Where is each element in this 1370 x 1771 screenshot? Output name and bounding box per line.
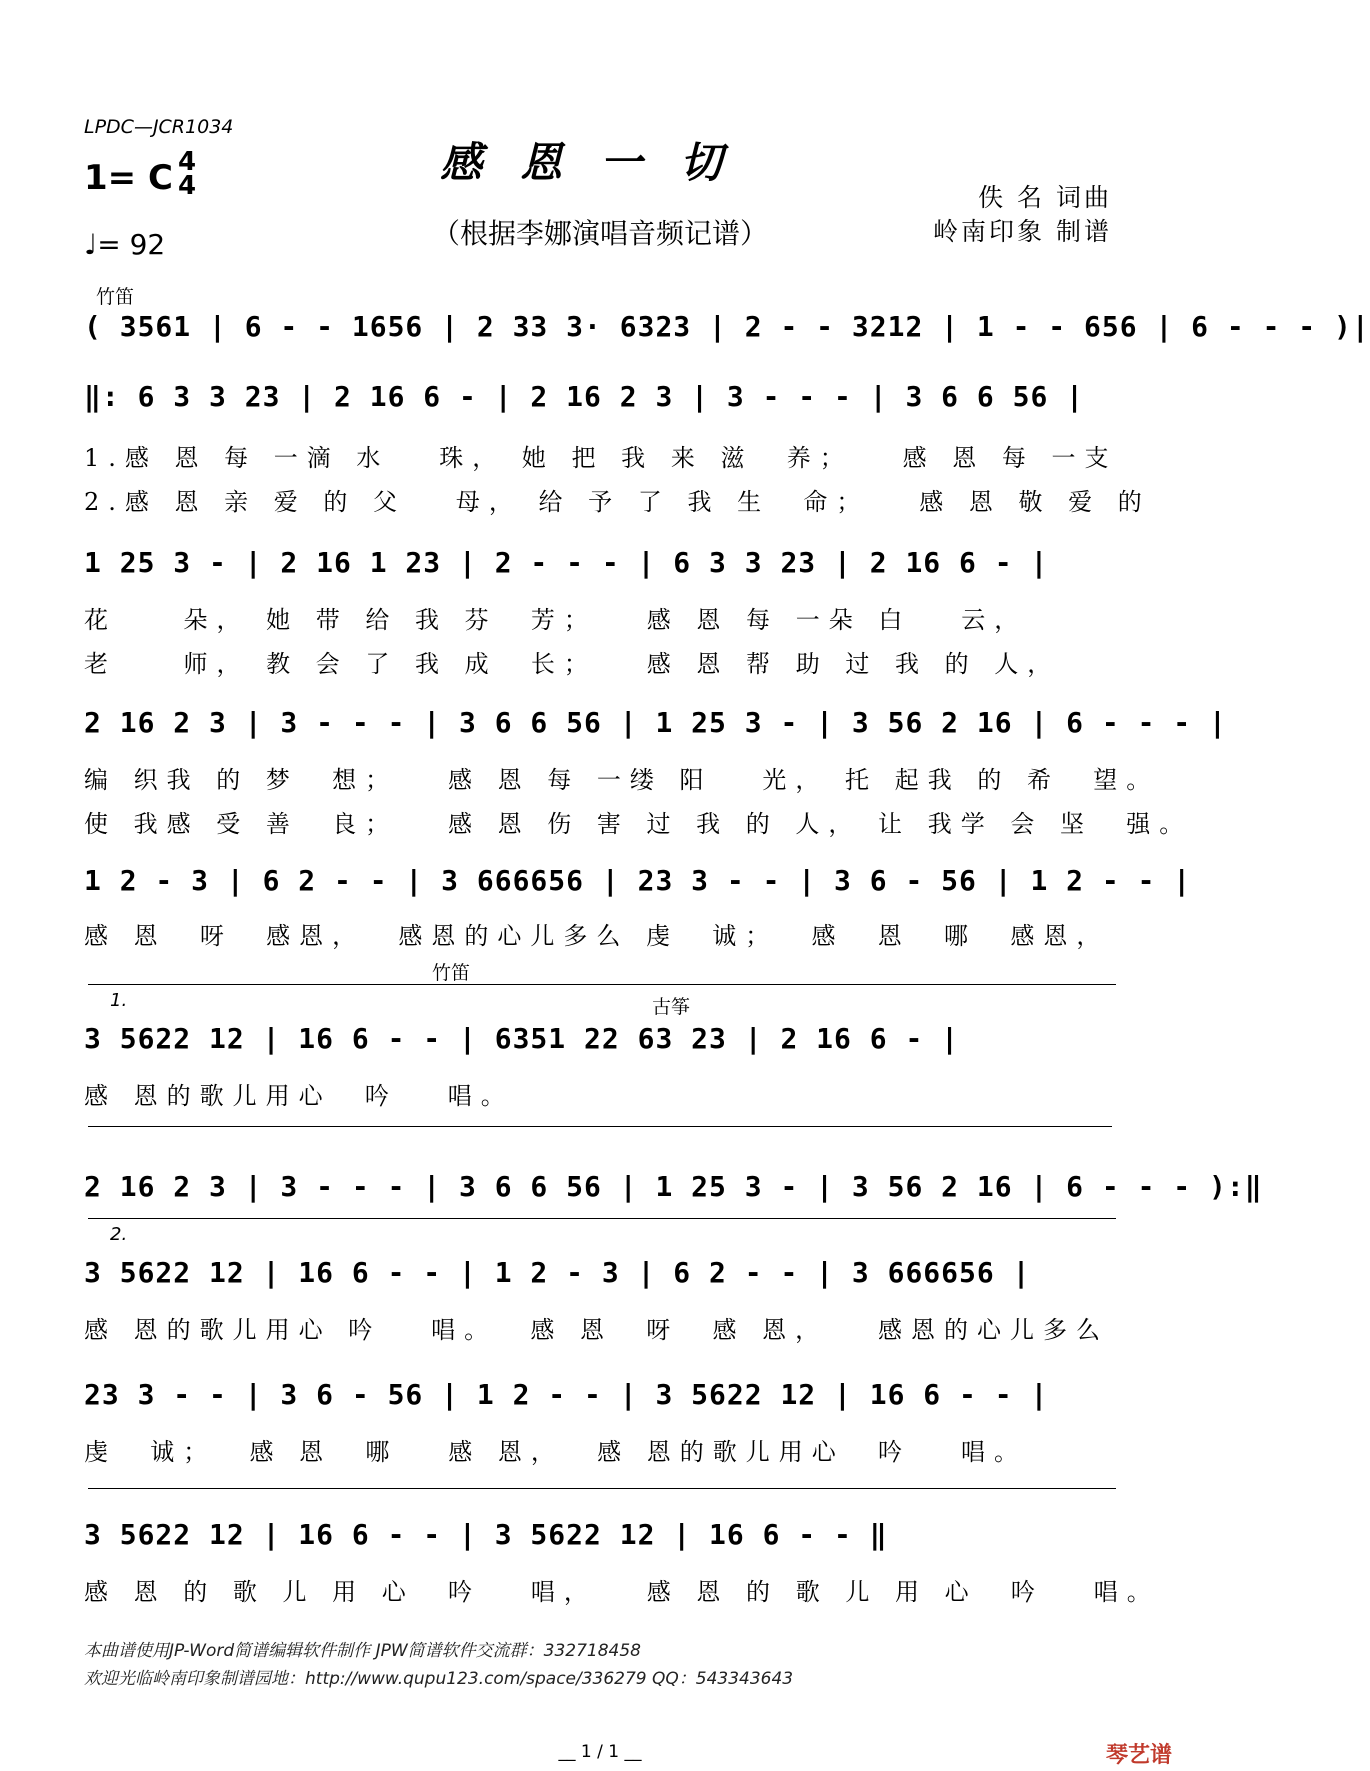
score-code: LPDC—JCR1034 [84,116,234,138]
volta-bracket [88,1126,1112,1127]
notation-line: ( 3561 | 6 - - 1656 | 2 33 3· 6323 | 2 - - 3212 | 1 - - 656 | 6 - - - )| [84,310,1370,343]
lyric-line: 编 织我 的 梦 想； 感 恩 每 一缕 阳 光， 托 起我 的 希 望。 [84,766,1160,794]
tempo-mark: ♩= 92 [84,228,166,261]
lyric-line: 1.感 恩 每 一滴 水 珠， 她 把 我 来 滋 养； 感 恩 每 一支 [84,444,1118,472]
credit-author: 佚 名 词曲 [978,183,1112,212]
time-bottom: 4 [178,171,197,201]
lyric-line: 2.感 恩 亲 爱 的 父 母， 给 予 了 我 生 命； 感 恩 敬 爱 的 [84,488,1151,516]
volta-bracket [88,1218,1116,1219]
notation-line: 3 5622 12 | 16 6 - - | 3 5622 12 | 16 6 - - ‖ [84,1518,888,1551]
page-subtitle: （根据李娜演唱音频记谱） [431,217,768,250]
notation-line: ‖: 6 3 3 23 | 2 16 6 - | 2 16 2 3 | 3 - - - | 3 6 6 56 | [84,380,1085,413]
notation-line: 2 16 2 3 | 3 - - - | 3 6 6 56 | 1 25 3 - | 3 56 2 16 | 6 - - - ):‖ [84,1170,1263,1203]
credit-notation: 岭南印象 制谱 [933,217,1112,246]
key-signature: 1= C [84,158,173,198]
notation-line: 3 5622 12 | 16 6 - - | 6351 22 63 23 | 2 16 6 - | [84,1022,960,1055]
notation-line: 23 3 - - | 3 6 - 56 | 1 2 - - | 3 5622 12 | 16 6 - - | [84,1378,1049,1411]
site-logo: 琴艺谱 [1105,1743,1172,1768]
footer-line: 本曲谱使用JP-Word简谱编辑软件制作 JPW简谱软件交流群：332718458 [84,1641,641,1661]
notation-line: 3 5622 12 | 16 6 - - | 1 2 - 3 | 6 2 - - | 3 666656 | [84,1256,1031,1289]
footer-line: 欢迎光临岭南印象制谱园地：http://www.qupu123.com/space/336279 QQ：543343643 [84,1669,794,1689]
lyric-line: 使 我感 受 善 良； 感 恩 伤 害 过 我 的 人， 让 我学 会 坚 强。 [84,810,1193,838]
lyric-line: 感 恩 呀 感恩， 感恩的心儿多么 虔 诚； 感 恩 哪 感恩， [84,922,1110,950]
lyric-line: 花 朵， 她 带 给 我 芬 芳； 感 恩 每 一朵 白 云， [84,606,1028,634]
lyric-line: 虔 诚； 感 恩 哪 感 恩， 感 恩的歌儿用心 吟 唱。 [84,1438,1027,1466]
page-number: __ 1 / 1 __ [558,1742,642,1762]
notation-line: 1 2 - 3 | 6 2 - - | 3 666656 | 23 3 - - | 3 6 - 56 | 1 2 - - | [84,864,1192,897]
time-top: 4 [178,147,197,177]
instrument-label-dizi: 竹笛 [96,286,135,308]
instrument-label-guzheng: 古筝 [652,996,691,1018]
instrument-label-dizi: 竹笛 [432,962,471,984]
volta-bracket [88,984,1116,985]
notation-line: 1 25 3 - | 2 16 1 23 | 2 - - - | 6 3 3 23 | 2 16 6 - | [84,546,1049,579]
volta-label: 1. [110,990,128,1011]
page-title: 感恩一切 [439,138,760,187]
notation-line: 2 16 2 3 | 3 - - - | 3 6 6 56 | 1 25 3 - | 3 56 2 16 | 6 - - - | [84,706,1227,739]
lyric-line: 感 恩的歌儿用心 吟 唱。 感 恩 呀 感 恩， 感恩的心儿多么 [84,1316,1110,1344]
volta-bracket [88,1488,1116,1489]
lyric-line: 感 恩的歌儿用心 吟 唱。 [84,1082,514,1110]
lyric-line: 老 师， 教 会 了 我 成 长； 感 恩 帮 助 过 我 的 人， [84,650,1061,678]
volta-label: 2. [110,1224,128,1245]
lyric-line: 感 恩 的 歌 儿 用 心 吟 唱， 感 恩 的 歌 儿 用 心 吟 唱。 [84,1578,1160,1606]
